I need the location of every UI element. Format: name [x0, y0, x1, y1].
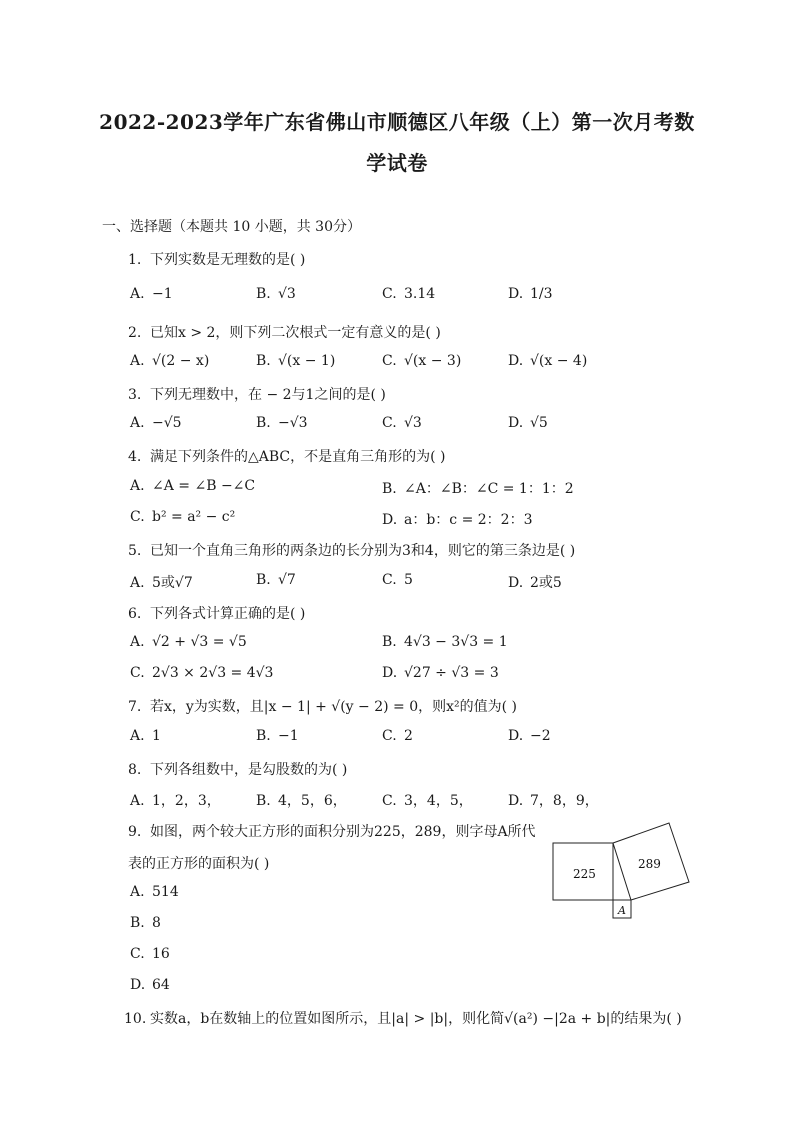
square-225-label: 225: [573, 867, 596, 881]
q9-option-c: C. 16: [130, 946, 170, 962]
q8-option-b: B. 4，5，6，: [256, 793, 347, 809]
q4-option-a: A. ∠A = ∠B −∠C: [130, 478, 256, 494]
q5-option-d: D. 2或5: [508, 575, 562, 591]
question-8: 8. 下列各组数中，是勾股数的为( ): [128, 762, 348, 778]
page-title-line1: 2022-2023学年广东省佛山市顺德区八年级（上）第一次月考数: [99, 110, 695, 134]
question-1: 1. 下列实数是无理数的是( ): [128, 252, 306, 268]
q9-option-b: B. 8: [130, 915, 161, 931]
q7-option-a: A. 1: [130, 728, 161, 744]
q7-option-d: D. −2: [508, 728, 551, 744]
q9-option-a: A. 514: [130, 884, 179, 900]
q3-option-c: C. √3: [382, 415, 422, 431]
page-title-line2: 学试卷: [366, 151, 428, 175]
q5-option-b: B. √7: [256, 572, 296, 588]
question-7: 7. 若x，y为实数，且|x − 1| + √(y − 2) = 0，则x²的值为( ): [128, 699, 518, 715]
q3-option-d: D. √5: [508, 415, 548, 431]
q5-option-c: C. 5: [382, 572, 413, 588]
section-heading: 一、选择题（本题共 10 小题，共 30分）: [102, 219, 361, 235]
q1-option-a: A. −1: [130, 286, 173, 302]
question-9-continued: 表的正方形的面积为( ): [128, 856, 270, 872]
q2-option-a: A. √(2 − x): [130, 353, 210, 369]
q6-option-a: A. √2 + √3 = √5: [130, 634, 247, 650]
q1-option-b: B. √3: [256, 286, 296, 302]
q1-option-d: D. 1/3: [508, 286, 553, 302]
q9-option-d: D. 64: [130, 977, 170, 993]
q6-option-c: C. 2√3 × 2√3 = 4√3: [130, 665, 274, 681]
q7-option-b: B. −1: [256, 728, 299, 744]
q1-option-c: C. 3.14: [382, 286, 436, 302]
squares-figure: [548, 820, 698, 924]
q2-option-c: C. √(x − 3): [382, 353, 462, 369]
square-289-label: 289: [638, 857, 661, 871]
q2-option-d: D. √(x − 4): [508, 353, 588, 369]
question-5: 5. 已知一个直角三角形的两条边的长分别为3和4，则它的第三条边是( ): [128, 543, 576, 559]
question-10: 10. 实数a，b在数轴上的位置如图所示，且|a| > |b|，则化简√(a²) −|2a + b|的结果为( ): [124, 1011, 682, 1027]
q5-option-a: A. 5或√7: [130, 575, 193, 591]
question-4: 4. 满足下列条件的△ABC，不是直角三角形的为( ): [128, 449, 446, 465]
question-6: 6. 下列各式计算正确的是( ): [128, 606, 306, 622]
square-a-label: A: [618, 904, 626, 917]
question-9: 9. 如图，两个较大正方形的面积分别为225，289，则字母A所代: [128, 824, 536, 840]
q2-option-b: B. √(x − 1): [256, 353, 336, 369]
q6-option-d: D. √27 ÷ √3 = 3: [382, 665, 499, 681]
q3-option-a: A. −√5: [130, 415, 182, 431]
q8-option-d: D. 7，8，9，: [508, 793, 599, 809]
q7-option-c: C. 2: [382, 728, 413, 744]
q4-option-c: C. b² = a² − c²: [130, 509, 236, 525]
q6-option-b: B. 4√3 − 3√3 = 1: [382, 634, 508, 650]
question-2: 2. 已知x > 2，则下列二次根式一定有意义的是( ): [128, 325, 441, 341]
q8-option-a: A. 1，2，3，: [130, 793, 221, 809]
q4-option-d: D. a：b：c = 2：2：3: [382, 512, 533, 528]
question-3: 3. 下列无理数中，在 − 2与1之间的是( ): [128, 387, 386, 403]
q3-option-b: B. −√3: [256, 415, 308, 431]
q8-option-c: C. 3，4，5，: [382, 793, 473, 809]
q4-option-b: B. ∠A：∠B：∠C = 1：1：2: [382, 481, 574, 497]
